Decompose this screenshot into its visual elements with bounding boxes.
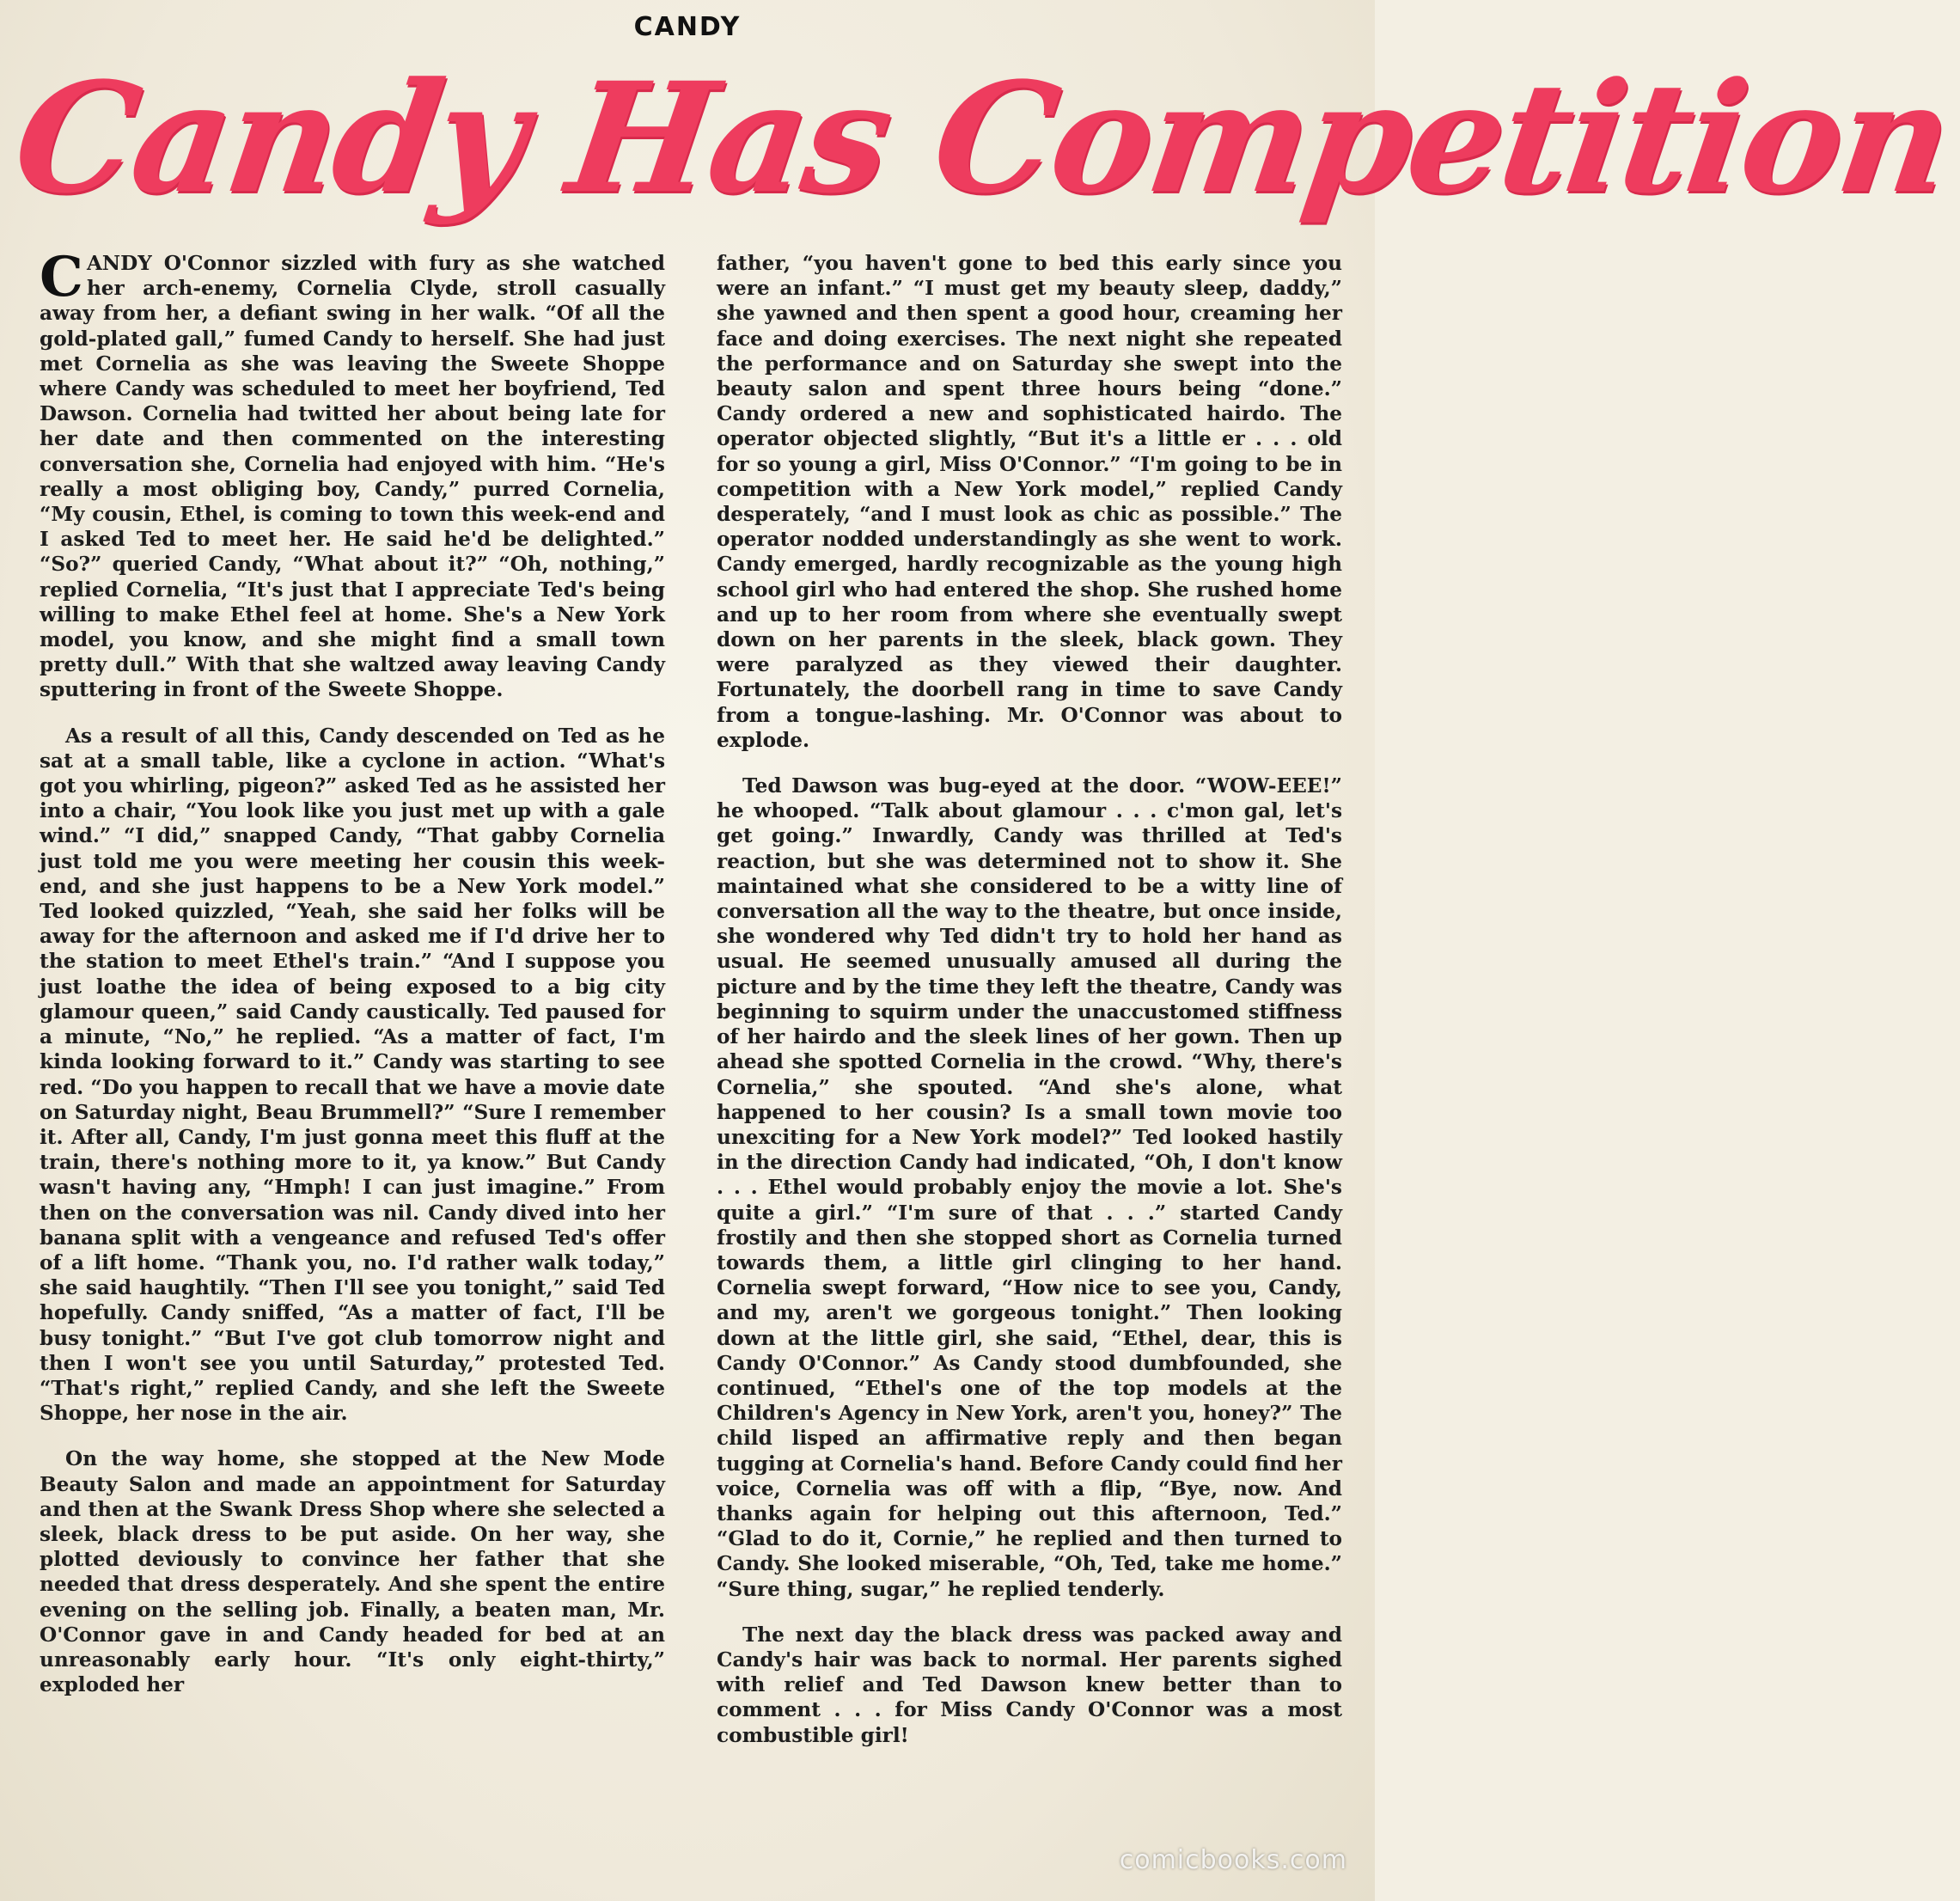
right-column bbox=[717, 251, 1342, 1867]
paragraph: Ted Dawson was bug-eyed at the door. “WOW-EEE!” he whooped. “Talk about glamour . . . c'mon gal, let's get going.” Inwardly, Candy was thrilled at Ted's reaction, but she was determined not to show it. She maintained what she considered to be a witty line of conversation all the way to the theatre, but once inside, she wondered why Ted didn't try to hold her hand as usual. He seemed unusually amused all during the picture and by the time they left the theatre, Candy was beginning to squirm under the unaccustomed stiffness of her hairdo and the sleek lines of her gown. Then up ahead she spotted Cornelia in the crowd. “Why, there's Cornelia,” she spouted. “And she's alone, what happened to her cousin? Is a small town movie too unexciting for a New York model?” Ted looked hastily in the direction Candy had indicated, “Oh, I don't know . . . Ethel would probably enjoy the movie a lot. She's quite a girl.” “I'm sure of that . . .” started Candy frostily and then she stopped short as Cornelia turned towards them, a little girl clinging to her hand. Cornelia swept forward, “How nice to see you, Candy, and my, aren't we gorgeous tonight.” Then looking down at the little girl, she said, “Ethel, dear, this is Candy O'Connor.” As Candy stood dumbfounded, she continued, “Ethel's one of the top models at the Children's Agency in New York, aren't you, honey?” The child lisped an affirmative reply and then began tugging at Cornelia's hand. Before Candy could find her voice, Cornelia was off with a flip, “Bye, now. And thanks again for helping out this afternoon, Ted.” “Glad to do it, Cornie,” he replied and then turned to Candy. She looked miserable, “Oh, Ted, take me home.” “Sure thing, sugar,” he replied tenderly. bbox=[717, 774, 1342, 1601]
paragraph bbox=[40, 245, 665, 703]
paragraph: On the way home, she stopped at the New Mode Beauty Salon and made an appointment for Saturday and then at the Swank Dress Shop where she selected a sleek, black dress to be put aside. On her way, she plotted deviously to convince her father that she needed that dress desperately. And she spent the entire evening on the selling job. Finally, a beaten man, Mr. O'Connor gave in and Candy headed for bed at an unreasonably early hour. “It's only eight-thirty,” exploded her bbox=[40, 1447, 665, 1697]
paragraph: As a result of all this, Candy descended on Ted as he sat at a small table, like a cyclone in action. “What's got you whirling, pigeon?” asked Ted as he assisted her into a chair, “You look like you just met up with a gale wind.” “I did,” snapped Candy, “That gabby Cornelia just told me you were meeting her cousin this week-end, and she just happens to be a New York model.” Ted looked quizzled, “Yeah, she said her folks will be away for the afternoon and asked me if I'd drive her to the station to meet Ethel's train.” “And I suppose you just loathe the idea of being exposed to a big city glamour queen,” said Candy caustically. Ted paused for a minute, “No,” he replied. “As a matter of fact, I'm kinda looking forward to it.” Candy was starting to see red. “Do you happen to recall that we have a movie date on Saturday night, Beau Brummell?” “Sure I remember it. After all, Candy, I'm just gonna meet this fluff at the train, there's nothing more to it, ya know.” But Candy wasn't having any, “Hmph! I can just imagine.” From then on the conversation was nil. Candy dived into her banana split with a vengeance and refused Ted's offer of a lift home. “Thank you, no. I'd rather walk today,” she said haughtily. “Then I'll see you tonight,” said Ted hopefully. Candy sniffed, “As a matter of fact, I'll be busy tonight.” “But I've got club tomorrow night and then I won't see you until Saturday,” protested Ted. “That's right,” replied Candy, and she left the Sweete Shoppe, her nose in the air. bbox=[40, 724, 665, 1426]
story-title: Candy Has Competition bbox=[4, 49, 1960, 227]
watermark: comicbooks.com bbox=[1119, 1845, 1347, 1875]
story-columns bbox=[40, 245, 1342, 1867]
page-header: CANDY bbox=[633, 12, 742, 42]
paragraph: father, “you haven't gone to bed this early since you were an infant.” “I must get my beauty sleep, daddy,” she yawned and then spent a good hour, creaming her face and doing exercises. The next night she repeated the performance and on Saturday she swept into the beauty salon and spent three hours being “done.” Candy ordered a new and sophisticated hairdo. The operator objected slightly, “But it's a little er . . . old for so young a girl, Miss O'Connor.” “I'm going to be in competition with a New York model,” replied Candy desperately, “and I must look as chic as possible.” The operator nodded understandingly as she went to work. Candy emerged, hardly recognizable as the young high school girl who had entered the shop. She rushed home and up to her room from where she eventually swept down on her parents in the sleek, black gown. They were paralyzed as they viewed their daughter. Fortunately, the doorbell rang in time to save Candy from a tongue-lashing. Mr. O'Connor was about to explode. bbox=[717, 252, 1342, 752]
left-column bbox=[40, 245, 665, 1867]
paragraph-text: ANDY O'Connor sizzled with fury as she watched her arch-enemy, Cornelia Clyde, stroll casually away from her, a defiant swing in her walk. “Of all the gold-plated gall,” fumed Candy to herself. She had just met Cornelia as she was leaving the Sweete Shoppe where Candy was scheduled to meet her boyfriend, Ted Dawson. Cornelia had twitted her about being late for her date and then commented on the interesting conversation she, Cornelia had enjoyed with him. “He's really a most obliging boy, Candy,” purred Cornelia, “My cousin, Ethel, is coming to town this week-end and I asked Ted to meet her. He said he'd be delighted.” “So?” queried Candy, “What about it?” “Oh, nothing,” replied Cornelia, “It's just that I appreciate Ted's being willing to make Ethel feel at home. She's a New York model, you know, and she might find a small town pretty dull.” With that she waltzed away leaving Candy sputtering in front of the Sweete Shoppe. bbox=[40, 252, 665, 702]
drop-cap: C bbox=[40, 245, 83, 309]
paragraph: The next day the black dress was packed away and Candy's hair was back to normal. Her parents sighed with relief and Ted Dawson knew better than to comment . . . for Miss Candy O'Connor was a most combustible girl! bbox=[717, 1623, 1342, 1747]
